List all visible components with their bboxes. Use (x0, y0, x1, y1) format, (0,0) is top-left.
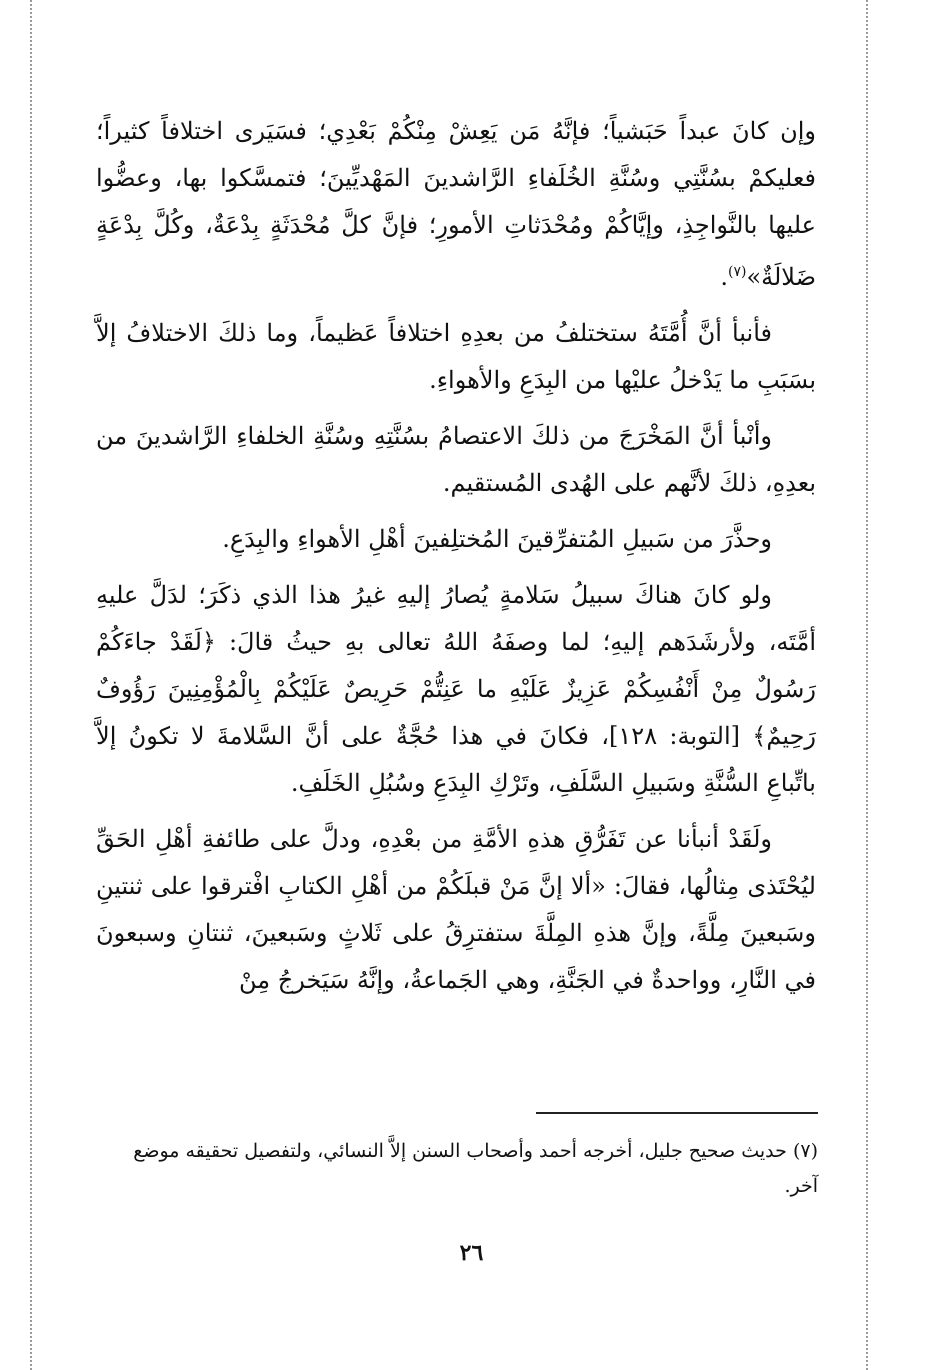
footnote-separator (536, 1112, 818, 1114)
right-margin-dotted-line (866, 0, 868, 1370)
paragraph-5: ولو كانَ هناكَ سبيلُ سَلامةٍ يُصارُ إليهِ غيرُ هذا الذي ذكَرَ؛ لدَلَّ عليهِ أمَّتَه، ولأرشَدَهم إليهِ؛ لما وصفَهُ اللهُ تعالى بهِ حيثُ قالَ: ﴿لَقَدْ جاءَكُمْ رَسُولٌ مِنْ أَنْفُسِكُمْ عَزِيزٌ عَلَيْهِ ما عَنِتُّمْ حَرِيصٌ عَلَيْكُمْ بِالْمُؤْمِنِينَ رَؤُوفٌ رَحِيمٌ﴾ [التوبة: ١٢٨]، فكانَ في هذا حُجَّةٌ على أنَّ السَّلامةَ لا تكونُ إلاَّ باتِّباعِ السُّنَّةِ وسَبيلِ السَّلَفِ، وتَرْكِ البِدَعِ وسُبُلِ الخَلَفِ. (96, 581, 817, 797)
footnote: (٧) حديث صحيح جليل، أخرجه أحمد وأصحاب السنن إلاَّ النسائي، ولتفصيل تحقيقه موضع آخر. (133, 1140, 818, 1197)
paragraph-6: ولَقَدْ أنبأنا عن تَفَرُّقِ هذهِ الأمَّةِ من بعْدِهِ، ودلَّ على طائفةِ أهْلِ الحَقِّ ليُحْتَذى مِثالُها، فقالَ: «ألا إنَّ مَنْ قبلَكُمْ من أهْلِ الكتابِ افْترقوا على ثنتينِ وسَبعينَ مِلَّةً، وإنَّ هذهِ المِلَّةَ ستفترِقُ على ثَلاثٍ وسَبعينَ، ثنتانِ وسبعونَ في النَّارِ، وواحدةٌ في الجَنَّةِ، وهي الجَماعةُ، وإنَّهُ سَيَخرجُ مِنْ (96, 825, 816, 994)
page-number: ٢٦ (459, 1240, 484, 1266)
paragraph-1-text: وإن كانَ عبداً حَبَشياً؛ فإنَّهُ مَن يَعِشْ مِنْكُمْ بَعْدِي؛ فسَيَرى اختلافاً كثيراً؛ فعليكمْ بسُنَّتِي وسُنَّةِ الخُلَفاءِ الرَّاشدينَ المَهْديِّينَ؛ فتمسَّكوا بها، وعضُّوا عليها بالنَّواجِذِ، وإيَّاكُمْ ومُحْدَثاتِ الأمورِ؛ فإنَّ كلَّ مُحْدَثَةٍ بِدْعَةٌ، وكُلَّ بِدْعَةٍ ضَلالَةٌ» (96, 117, 816, 291)
paragraph-1-end: . (720, 263, 728, 291)
paragraph-2: فأنبأ أنَّ أُمَّتَهُ ستختلفُ من بعدِهِ اختلافاً عَظيماً، وما ذلكَ الاختلافُ إلاَّ بسَبَبِ ما يَدْخلُ عليْها من البِدَعِ والأهواءِ. (96, 319, 816, 394)
paragraph-3: وأنْبأ أنَّ المَخْرَجَ من ذلكَ الاعتصامُ بسُنَّتِهِ وسُنَّةِ الخلفاءِ الرَّاشدينَ من بعدِهِ، ذلكَ لأنَّهم على الهُدى المُستقيم. (96, 422, 816, 497)
paragraph-4: وحذَّرَ من سَبيلِ المُتفرِّقينَ المُختلِفينَ أهْلِ الأهواءِ والبِدَعِ. (222, 525, 772, 553)
main-text-block (96, 108, 816, 1004)
paragraph-1 (96, 108, 816, 301)
footnote-reference: (٧) (727, 264, 747, 280)
left-margin-dotted-line (30, 0, 32, 1370)
